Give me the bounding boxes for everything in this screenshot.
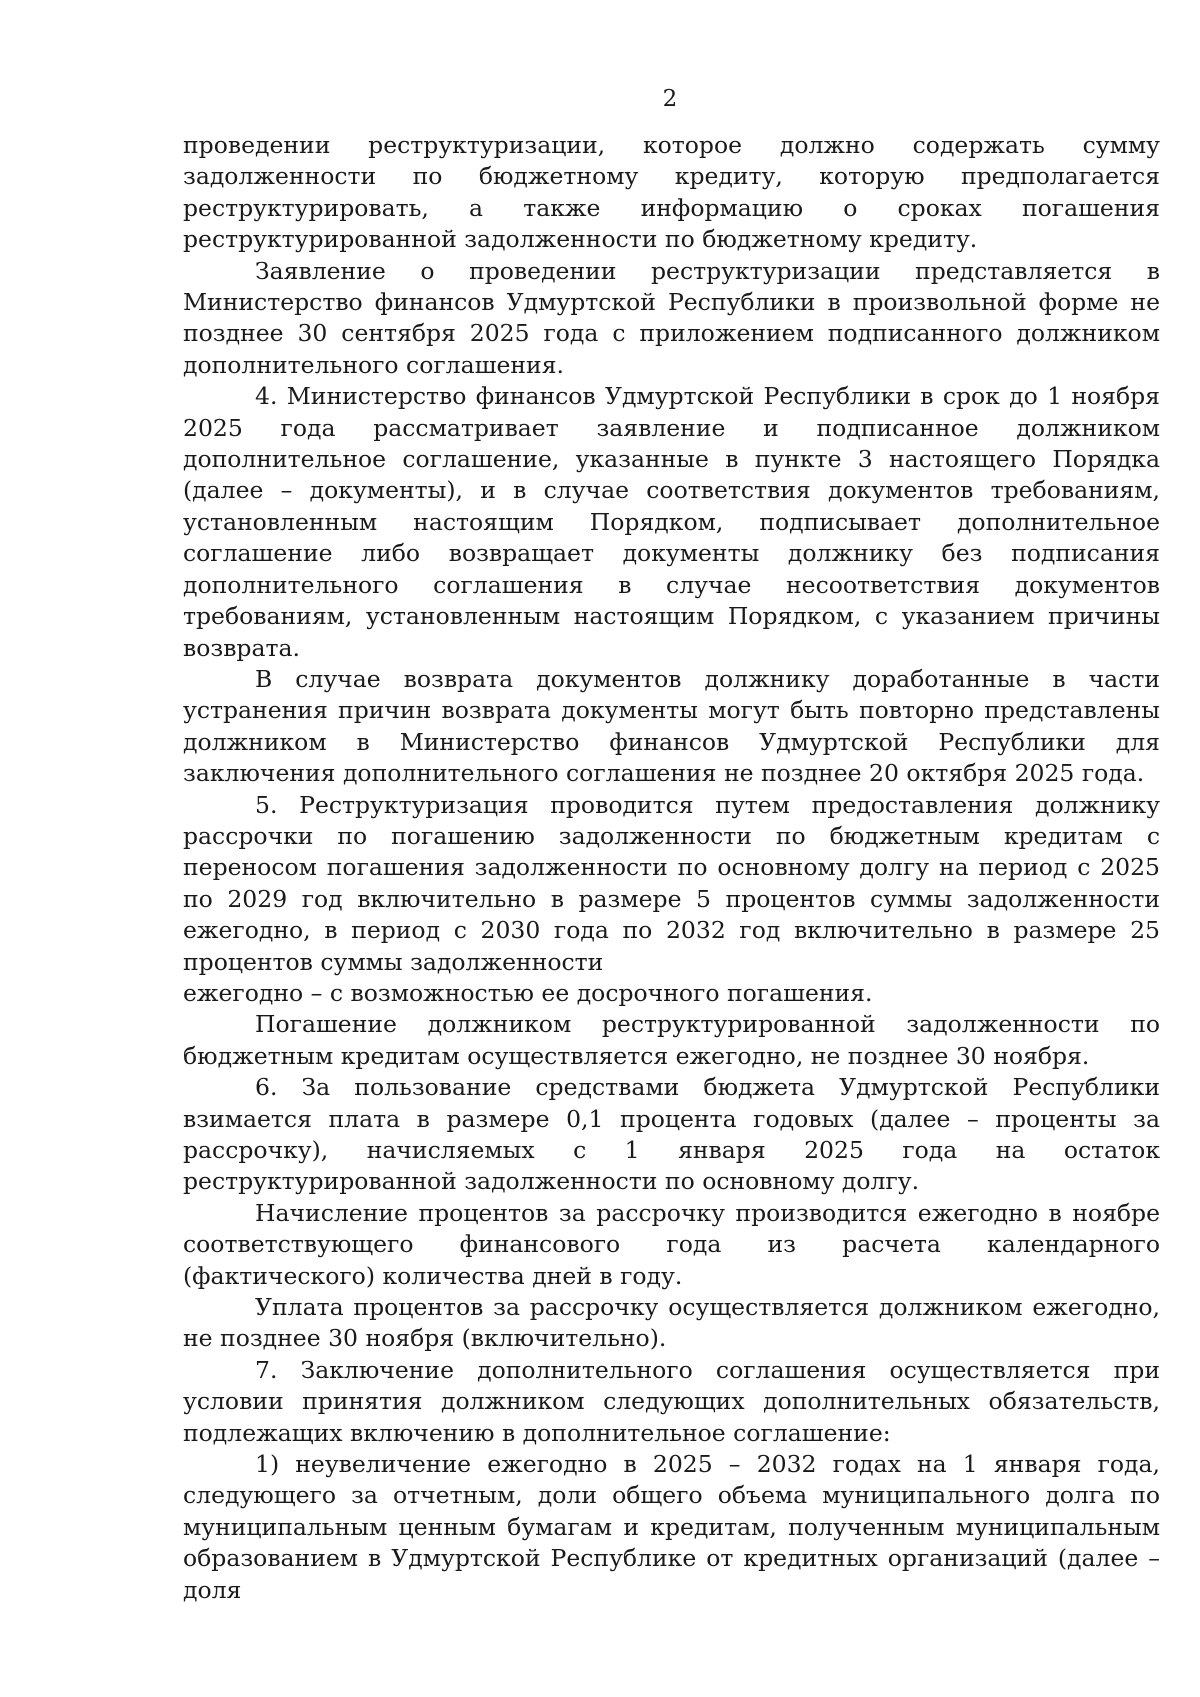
paragraph-item-6: 6. За пользование средствами бюджета Удмуртской Республики взимается плата в размере 0,1 процента годовых (далее – проценты за рассрочку), начисляемых с 1 января 2025 года на остаток реструктурированной задолженности по основному долгу. [183,1073,1160,1196]
paragraph-repayment: Погашение должником реструктурированной задолженности по бюджетным кредитам осуществляется ежегодно, не позднее 30 ноября. [183,1010,1160,1070]
paragraph-interest-payment: Уплата процентов за рассрочку осуществляется должником ежегодно, не позднее 30 ноября (включительно). [183,1293,1160,1353]
paragraph-item-4: 4. Министерство финансов Удмуртской Республики в срок до 1 ноября 2025 года рассматривает заявление и подписанное должником дополнительное соглашение, указанные в пункте 3 настоящего Порядка (далее – документы), и в случае соответствия документов требованиям, установленным настоящим Порядком, подписывает дополнительное соглашение либо возвращает документы должнику без подписания дополнительного соглашения в случае несоответствия документов требованиям, установленным настоящим Порядком, с указанием причины возврата. [183,382,1160,662]
page-number: 2 [662,86,678,112]
paragraph-interest-accrual: Начисление процентов за рассрочку производится ежегодно в ноябре соответствующего финансового года из расчета календарного (фактического) количества дней в году. [183,1198,1160,1290]
paragraph-continuation: проведении реструктуризации, которое должно содержать сумму задолженности по бюджетному кредиту, которую предполагается реструктурировать, а также информацию о сроках погашения реструктурированной задолженности по бюджетному кредиту. [183,131,1160,254]
paragraph-return-documents: В случае возврата документов должнику доработанные в части устранения причин возврата документы могут быть повторно представлены должником в Министерство финансов Удмуртской Республики для заключения дополнительного соглашения не позднее 20 октября 2025 года. [183,664,1160,788]
paragraph-application: Заявление о проведении реструктуризации представляется в Министерство финансов Удмуртской Республики в произвольной форме не позднее 30 сентября 2025 года с приложением подписанного должником дополнительного соглашения. [183,256,1160,379]
paragraph-item-7: 7. Заключение дополнительного соглашения осуществляется при условии принятия должником следующих дополнительных обязательств, подлежащих включению в дополнительное соглашение: [183,1355,1160,1447]
document-body [183,130,1160,1606]
paragraph-subitem-1: 1) неувеличение ежегодно в 2025 – 2032 годах на 1 января года, следующего за отчетным, доли общего объема муниципального долга по муниципальным ценным бумагам и кредитам, полученным муниципальным образованием в Удмуртской Республике от кредитных организаций (далее – доля [183,1450,1160,1604]
paragraph-item-5-tail: ежегодно – с возможностью ее досрочного погашения. [183,978,873,1007]
paragraph-item-5: 5. Реструктуризация проводится путем предоставления должнику рассрочки по погашению задолженности по бюджетным кредитам с переносом погашения задолженности по основному долгу на период с 2025 по 2029 год включительно в размере 5 процентов суммы задолженности ежегодно, в период с 2030 года по 2032 год включительно в размере 25 процентов суммы задолженности [183,790,1160,976]
